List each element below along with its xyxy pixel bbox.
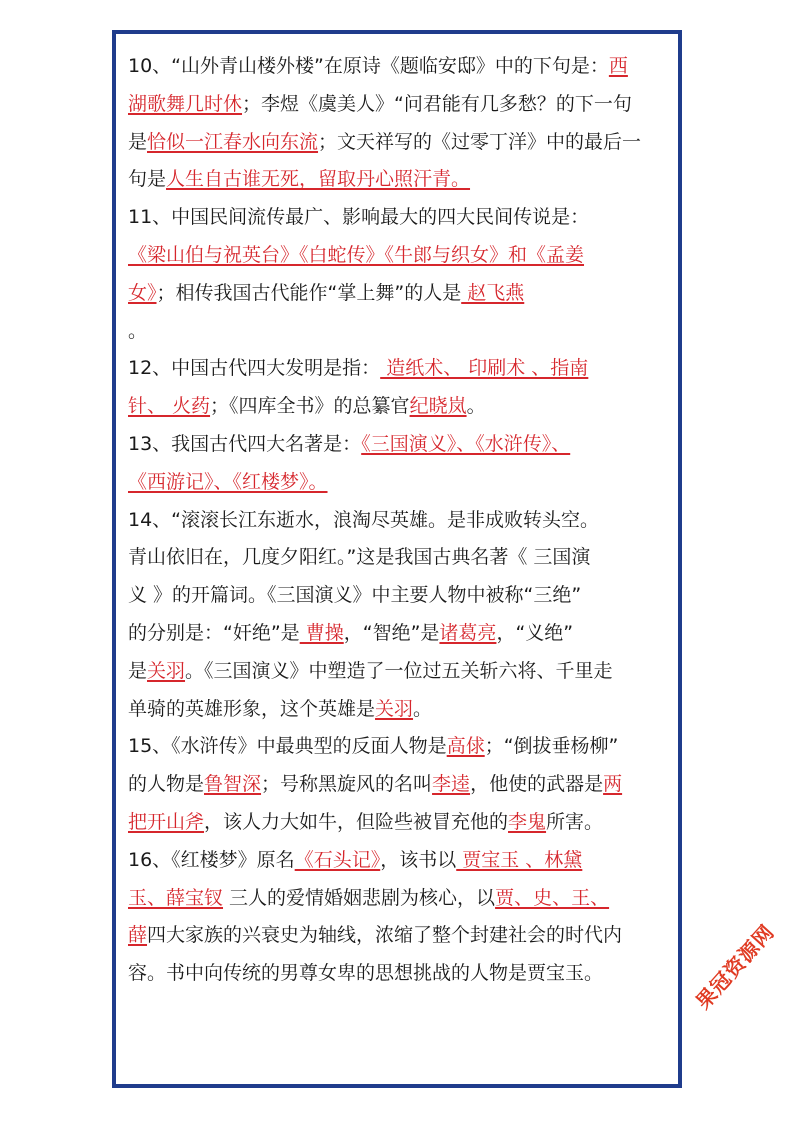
text-line — [128, 615, 673, 653]
answer-fill: 《西游记》、《红楼梦》。 — [128, 470, 328, 493]
text-line — [128, 313, 673, 351]
question-text: 青山依旧在，几度夕阳红。”这是我国古典名著《 三国演 — [128, 546, 591, 569]
text-line — [128, 691, 673, 729]
question-text: ；《四库全书》的总纂官 — [210, 395, 410, 418]
question-text: 14、“滚滚长江东逝水，浪淘尽英雄。是非成败转头空。 — [128, 508, 600, 531]
question-text: 三人的爱情婚姻悲剧为核心，以 — [223, 886, 496, 909]
answer-fill: 两 — [603, 773, 623, 796]
text-line — [128, 124, 673, 162]
question-text: 13、我国古代四大名著是： — [128, 432, 362, 455]
question-text: 。 — [128, 319, 148, 342]
answer-fill: 把开山斧 — [128, 810, 205, 833]
answer-fill: 薛 — [128, 924, 148, 947]
question-text: 。 — [466, 395, 486, 418]
text-line — [128, 955, 673, 993]
answer-fill: 《石头记》 — [294, 848, 381, 871]
question-text: ，该书以 — [380, 848, 457, 871]
question-text: 是 — [128, 659, 148, 682]
text-line — [128, 577, 673, 615]
question-text: 所害。 — [546, 810, 604, 833]
text-line — [128, 917, 673, 955]
answer-fill: 曹操 — [299, 621, 344, 644]
question-text-block — [128, 48, 673, 993]
question-text: ，该人力大如牛，但险些被冒充他的 — [204, 810, 509, 833]
question-text: 的人物是 — [128, 773, 205, 796]
text-line — [128, 842, 673, 880]
question-text: ，他使的武器是 — [470, 773, 604, 796]
text-line — [128, 426, 673, 464]
answer-fill: 赵飞燕 — [461, 281, 525, 304]
text-line — [128, 880, 673, 918]
answer-fill: 《三国演义》、《水浒传》、 — [361, 432, 571, 455]
question-text: ；李煜《虞美人》“问君能有几多愁？的下一句 — [242, 92, 632, 115]
answer-fill: 人生自古谁无死，留取丹心照汗青。 — [166, 168, 471, 191]
question-text: 15、《水浒传》中最典型的反面人物是 — [128, 735, 447, 758]
text-line — [128, 464, 673, 502]
text-line — [128, 275, 673, 313]
text-line — [128, 539, 673, 577]
answer-fill: 恰似一江春水向东流 — [147, 130, 319, 153]
question-text: 11、中国民间流传最广、影响最大的四大民间传说是： — [128, 206, 590, 229]
answer-fill: 高俅 — [446, 735, 485, 758]
answer-fill: 鲁智深 — [204, 773, 262, 796]
text-line — [128, 653, 673, 691]
text-line — [128, 237, 673, 275]
text-line — [128, 199, 673, 237]
answer-fill: 李鬼 — [508, 810, 547, 833]
question-text: 单骑的英雄形象，这个英雄是 — [128, 697, 376, 720]
answer-fill: 《梁山伯与祝英台》《白蛇传》《牛郎与织女》和《孟姜 — [128, 243, 585, 266]
question-text: ；相传我国古代能作“掌上舞”的人是 — [156, 281, 462, 304]
text-line — [128, 766, 673, 804]
text-line — [128, 86, 673, 124]
answer-fill: 关羽 — [147, 659, 186, 682]
question-text: 16、《红楼梦》原名 — [128, 848, 295, 871]
question-text: ；“倒拔垂杨柳” — [484, 735, 619, 758]
question-text: ；号称黑旋风的名叫 — [261, 773, 433, 796]
answer-fill: 关羽 — [375, 697, 414, 720]
answer-fill: 造纸术、 印刷术 、指南 — [380, 357, 589, 380]
text-line — [128, 804, 673, 842]
question-text: ，“智绝”是 — [343, 621, 440, 644]
text-line — [128, 161, 673, 199]
text-line — [128, 728, 673, 766]
answer-fill: 针、 火药 — [128, 395, 211, 418]
text-line — [128, 388, 673, 426]
answer-fill: 贾宝玉 、林黛 — [456, 848, 583, 871]
question-text: 。《三国演义》中塑造了一位过五关斩六将、千里走 — [185, 659, 613, 682]
question-text: 10、“山外青山楼外楼”在原诗《题临安邸》中的下句是： — [128, 55, 609, 77]
text-line — [128, 350, 673, 388]
question-text: ，“义绝” — [496, 621, 574, 644]
question-text: 12、中国古代四大发明是指： — [128, 357, 381, 380]
question-text: 容。书中向传统的男尊女卑的思想挑战的人物是贾宝玉。 — [128, 962, 604, 985]
question-text: ；文天祥写的《过零丁洋》中的最后一 — [318, 130, 642, 153]
text-line — [128, 502, 673, 540]
text-line — [128, 48, 673, 86]
question-text: 句是 — [128, 168, 167, 191]
answer-fill: 诸葛亮 — [439, 621, 497, 644]
question-text: 。 — [413, 697, 433, 720]
answer-fill: 李逵 — [432, 773, 471, 796]
question-text: 的分别是：“奸绝”是 — [128, 621, 300, 644]
question-text: 是 — [128, 130, 148, 153]
question-text: 义 》的开篇词。《三国演义》中主要人物中被称“三绝” — [128, 584, 582, 607]
answer-fill: 玉、薛宝钗 — [128, 886, 224, 909]
answer-fill: 女》 — [128, 281, 157, 304]
watermark: 果冠资源网 — [690, 919, 780, 1014]
answer-fill: 湖歌舞几时休 — [128, 92, 243, 115]
question-text: 四大家族的兴衰史为轴线，浓缩了整个封建社会的时代内 — [147, 924, 623, 947]
answer-fill: 西 — [608, 55, 628, 77]
answer-fill: 纪晓岚 — [409, 395, 467, 418]
answer-fill: 贾、史、王、 — [495, 886, 610, 909]
